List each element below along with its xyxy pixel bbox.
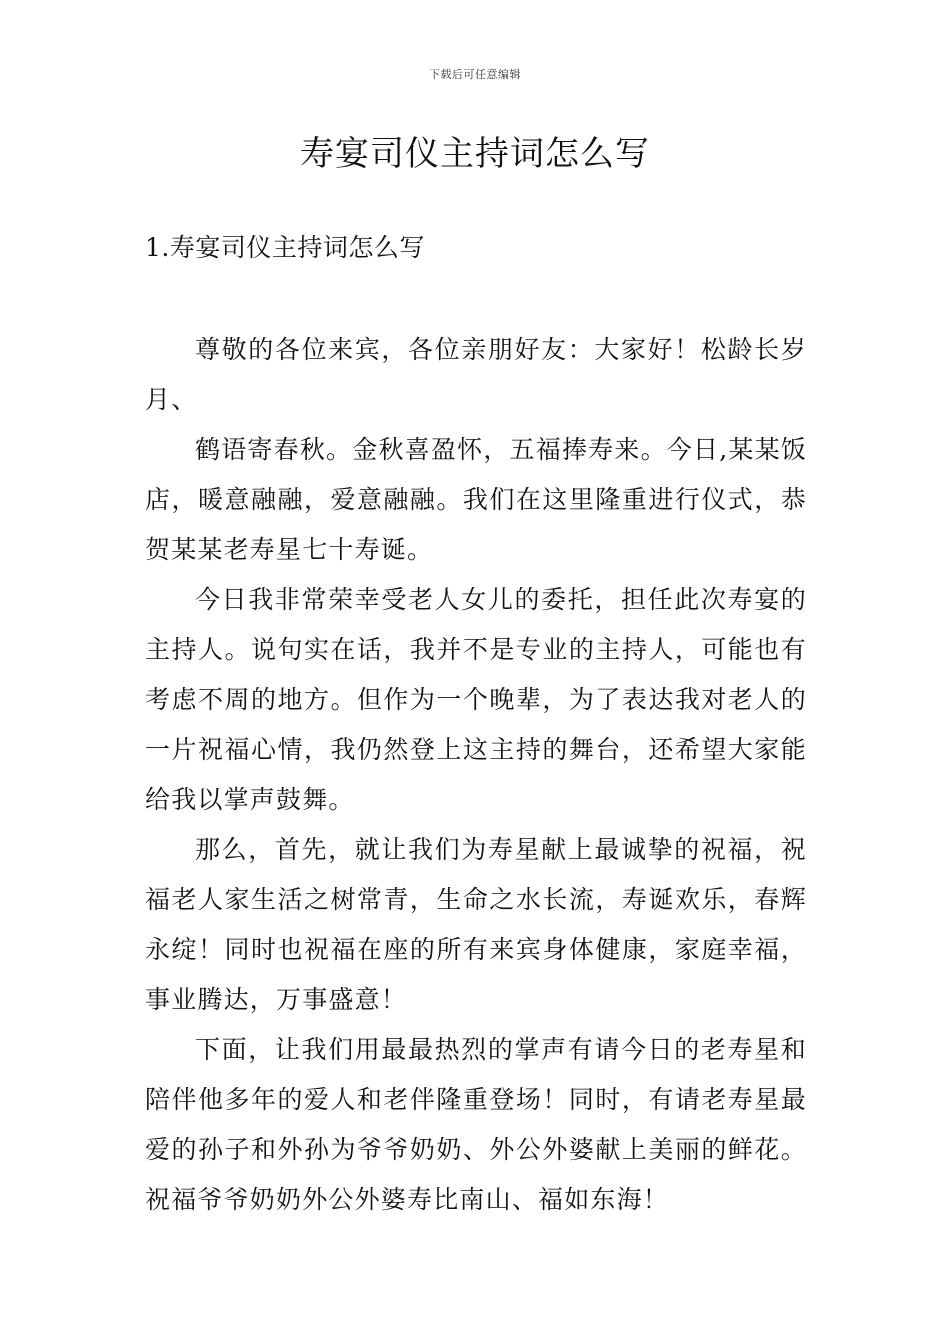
paragraph: 鹤语寄春秋。金秋喜盈怀，五福捧寿来。今日,某某饭店，暖意融融，爱意融融。我们在这里隆重进行仪式，恭贺某某老寿星七十寿诞。	[145, 435, 807, 564]
document-body	[145, 325, 807, 1225]
paragraph: 那么，首先，就让我们为寿星献上最诚挚的祝福，祝福老人家生活之树常青，生命之水长流，寿诞欢乐，春辉永绽！同时也祝福在座的所有来宾身体健康，家庭幸福，事业腾达，万事盛意！	[145, 835, 807, 1014]
paragraph: 尊敬的各位来宾，各位亲朋好友：大家好！松龄长岁月、	[145, 335, 807, 414]
paragraph: 下面，让我们用最最热烈的掌声有请今日的老寿星和陪伴他多年的爱人和老伴隆重登场！同时，有请老寿星最爱的孙子和外孙为爷爷奶奶、外公外婆献上美丽的鲜花。祝福爷爷奶奶外公外婆寿比南山、福如东海！	[145, 1035, 807, 1214]
header-note: 下载后可任意编辑	[429, 68, 521, 81]
document-title: 寿宴司仪主持词怎么写	[300, 134, 650, 174]
section-heading: 1.寿宴司仪主持词怎么写	[145, 233, 425, 262]
paragraph: 今日我非常荣幸受老人女儿的委托，担任此次寿宴的主持人。说句实在话，我并不是专业的主持人，可能也有考虑不周的地方。但作为一个晚辈，为了表达我对老人的一片祝福心情，我仍然登上这主持的舞台，还希望大家能给我以掌声鼓舞。	[145, 585, 807, 814]
